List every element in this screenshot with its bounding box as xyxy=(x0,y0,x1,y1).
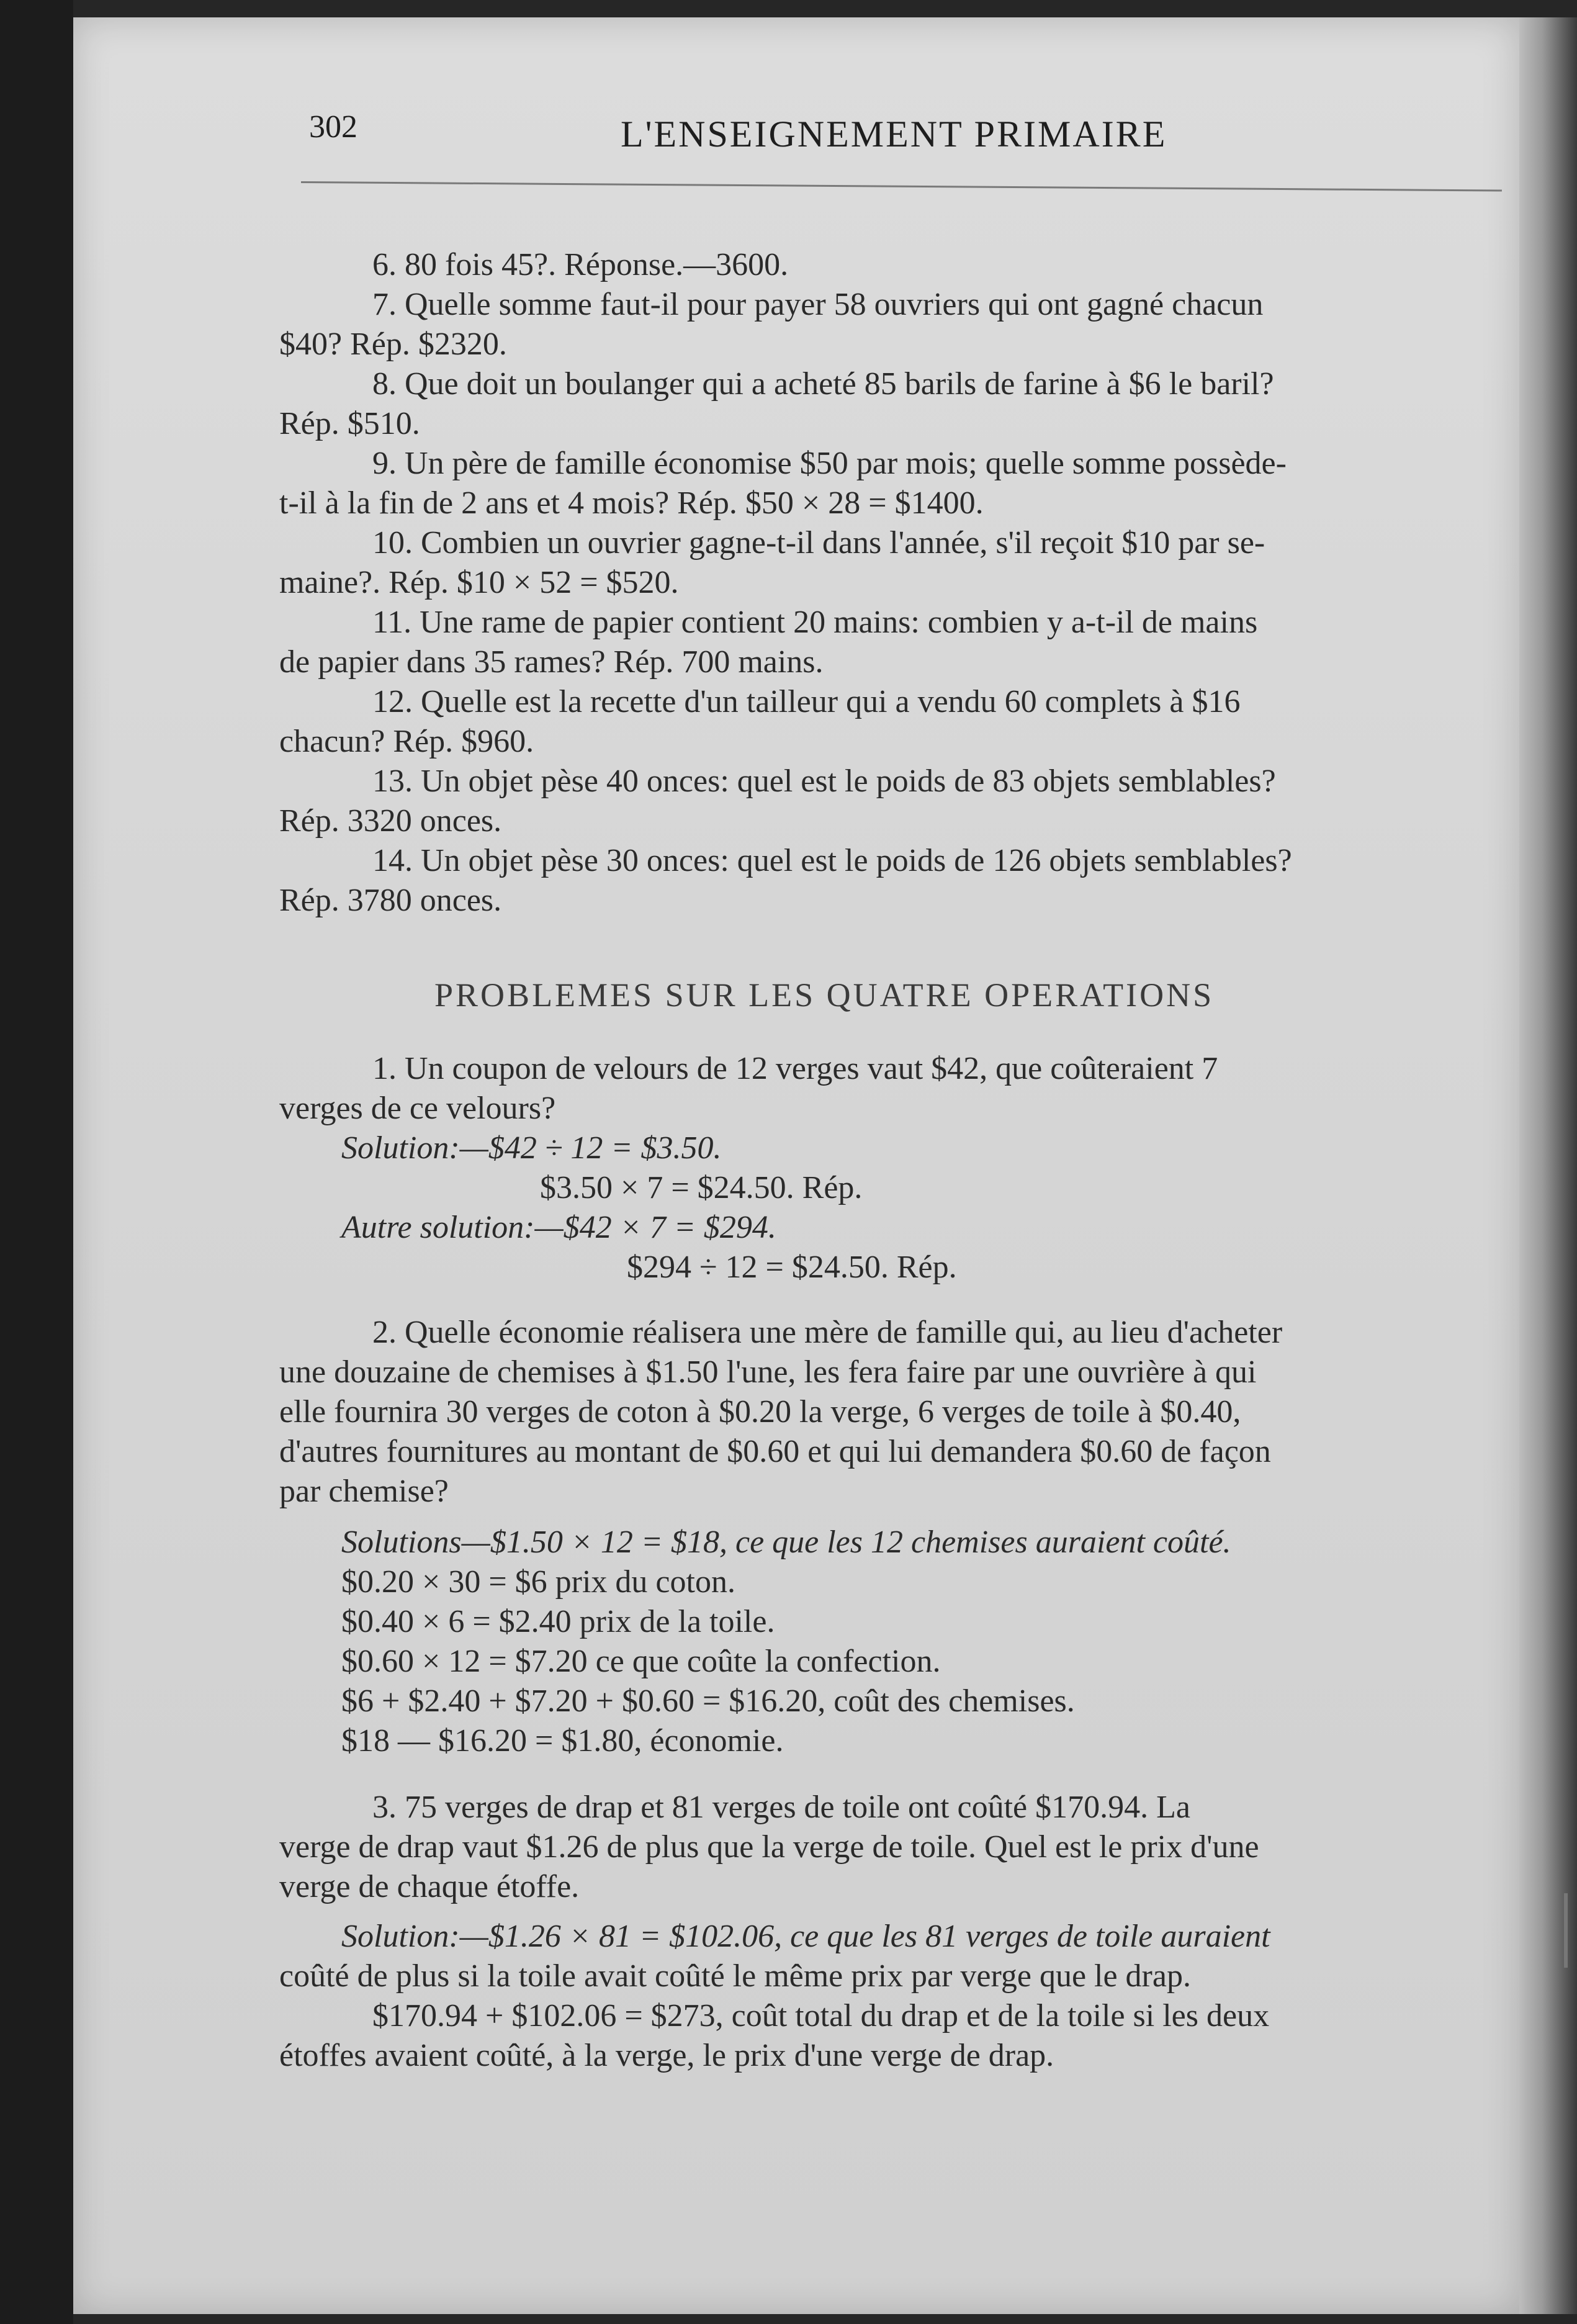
problem-1-solution-1: Solution:—$42 ÷ 12 = $3.50. xyxy=(341,1130,722,1166)
exercise-14-line-1: 14. Un objet pèse 30 onces: quel est le poids de 126 objets semblables? xyxy=(372,843,1292,878)
page-edge-right xyxy=(1519,17,1577,2314)
problem-2-solution-2: $0.20 × 30 = $6 prix du coton. xyxy=(341,1564,735,1600)
problem-3-solution-1: Solution:—$1.26 × 81 = $102.06, ce que les 81 verges de toile auraient xyxy=(341,1919,1270,1954)
problem-3-line-3: verge de chaque étoffe. xyxy=(279,1869,580,1904)
exercise-10-line-1: 10. Combien un ouvrier gagne-t-il dans l'année, s'il reçoit $10 par se- xyxy=(372,525,1265,561)
exercise-8-line-1: 8. Que doit un boulanger qui a acheté 85 barils de farine à $6 le baril? xyxy=(372,366,1274,402)
problem-3-solution-4: étoffes avaient coûté, à la verge, le prix d'une verge de drap. xyxy=(279,2038,1054,2073)
exercise-9-line-2: t-il à la fin de 2 ans et 4 mois? Rép. $50 × 28 = $1400. xyxy=(279,485,984,521)
problem-2-solution-5: $6 + $2.40 + $7.20 + $0.60 = $16.20, coût des chemises. xyxy=(341,1683,1075,1719)
exercise-13-line-1: 13. Un objet pèse 40 onces: quel est le poids de 83 objets semblables? xyxy=(372,763,1276,799)
problem-2-solution-6: $18 — $16.20 = $1.80, économie. xyxy=(341,1723,784,1759)
problem-3-line-1: 3. 75 verges de drap et 81 verges de toile ont coûté $170.94. La xyxy=(372,1790,1190,1825)
problem-1 xyxy=(279,1049,1508,1287)
problem-1-solution-3: Autre solution:—$42 × 7 = $294. xyxy=(341,1210,776,1245)
running-title: L'ENSEIGNEMENT PRIMAIRE xyxy=(621,114,1167,155)
problem-1-solution-4: $294 ÷ 12 = $24.50. Rép. xyxy=(627,1250,957,1285)
exercise-7-line-1: 7. Quelle somme faut-il pour payer 58 ouvriers qui ont gagné chacun xyxy=(372,287,1264,322)
problem-2-line-3: elle fournira 30 verges de coton à $0.20 la verge, 6 verges de toile à $0.40, xyxy=(279,1394,1241,1430)
problem-3-solution-2: coûté de plus si la toile avait coûté le même prix par verge que le drap. xyxy=(279,1958,1191,1994)
exercise-list xyxy=(279,245,1508,921)
exercise-14-line-2: Rép. 3780 onces. xyxy=(279,883,502,918)
exercise-6-line-1: 6. 80 fois 45?. Réponse.—3600. xyxy=(372,247,789,282)
problem-2-line-1: 2. Quelle économie réalisera une mère de famille qui, au lieu d'acheter xyxy=(372,1315,1283,1350)
exercise-7-line-2: $40? Rép. $2320. xyxy=(279,327,507,362)
exercise-12-line-1: 12. Quelle est la recette d'un tailleur qui a vendu 60 complets à $16 xyxy=(372,684,1241,719)
problem-1-line-1: 1. Un coupon de velours de 12 verges vaut $42, que coûteraient 7 xyxy=(372,1051,1218,1086)
problem-1-line-2: verges de ce velours? xyxy=(279,1091,556,1126)
exercise-9-line-1: 9. Un père de famille économise $50 par mois; quelle somme possède- xyxy=(372,446,1287,481)
exercise-13-line-2: Rép. 3320 onces. xyxy=(279,803,502,839)
problem-3 xyxy=(279,1788,1508,2076)
scan-border-left xyxy=(0,0,73,2324)
exercise-12-line-2: chacun? Rép. $960. xyxy=(279,724,534,759)
problem-2-line-4: d'autres fournitures au montant de $0.60 et qui lui demandera $0.60 de façon xyxy=(279,1434,1271,1469)
problem-2-line-5: par chemise? xyxy=(279,1474,449,1509)
problem-3-solution-3: $170.94 + $102.06 = $273, coût total du drap et de la toile si les deux xyxy=(372,1998,1270,2034)
exercise-10-line-2: maine?. Rép. $10 × 52 = $520. xyxy=(279,565,679,600)
problem-2-solution-1: Solutions—$1.50 × 12 = $18, ce que les 12 chemises auraient coûté. xyxy=(341,1525,1231,1560)
problem-1-solution-2: $3.50 × 7 = $24.50. Rép. xyxy=(540,1170,863,1205)
problem-2-solution-4: $0.60 × 12 = $7.20 ce que coûte la confection. xyxy=(341,1644,941,1679)
problem-3-line-2: verge de drap vaut $1.26 de plus que la verge de toile. Quel est le prix d'une xyxy=(279,1829,1259,1865)
exercise-11-line-1: 11. Une rame de papier contient 20 mains: combien y a-t-il de mains xyxy=(372,605,1258,640)
section-heading: PROBLEMES SUR LES QUATRE OPERATIONS xyxy=(434,976,1215,1014)
page-number: 302 xyxy=(309,109,357,145)
problem-2-solution-3: $0.40 × 6 = $2.40 prix de la toile. xyxy=(341,1604,775,1639)
problem-2-line-2: une douzaine de chemises à $1.50 l'une, les fera faire par une ouvrière à qui xyxy=(279,1354,1257,1390)
margin-mark xyxy=(1564,1893,1568,1968)
exercise-8-line-2: Rép. $510. xyxy=(279,406,420,441)
exercise-11-line-2: de papier dans 35 rames? Rép. 700 mains. xyxy=(279,644,824,680)
problem-2 xyxy=(279,1313,1508,1761)
